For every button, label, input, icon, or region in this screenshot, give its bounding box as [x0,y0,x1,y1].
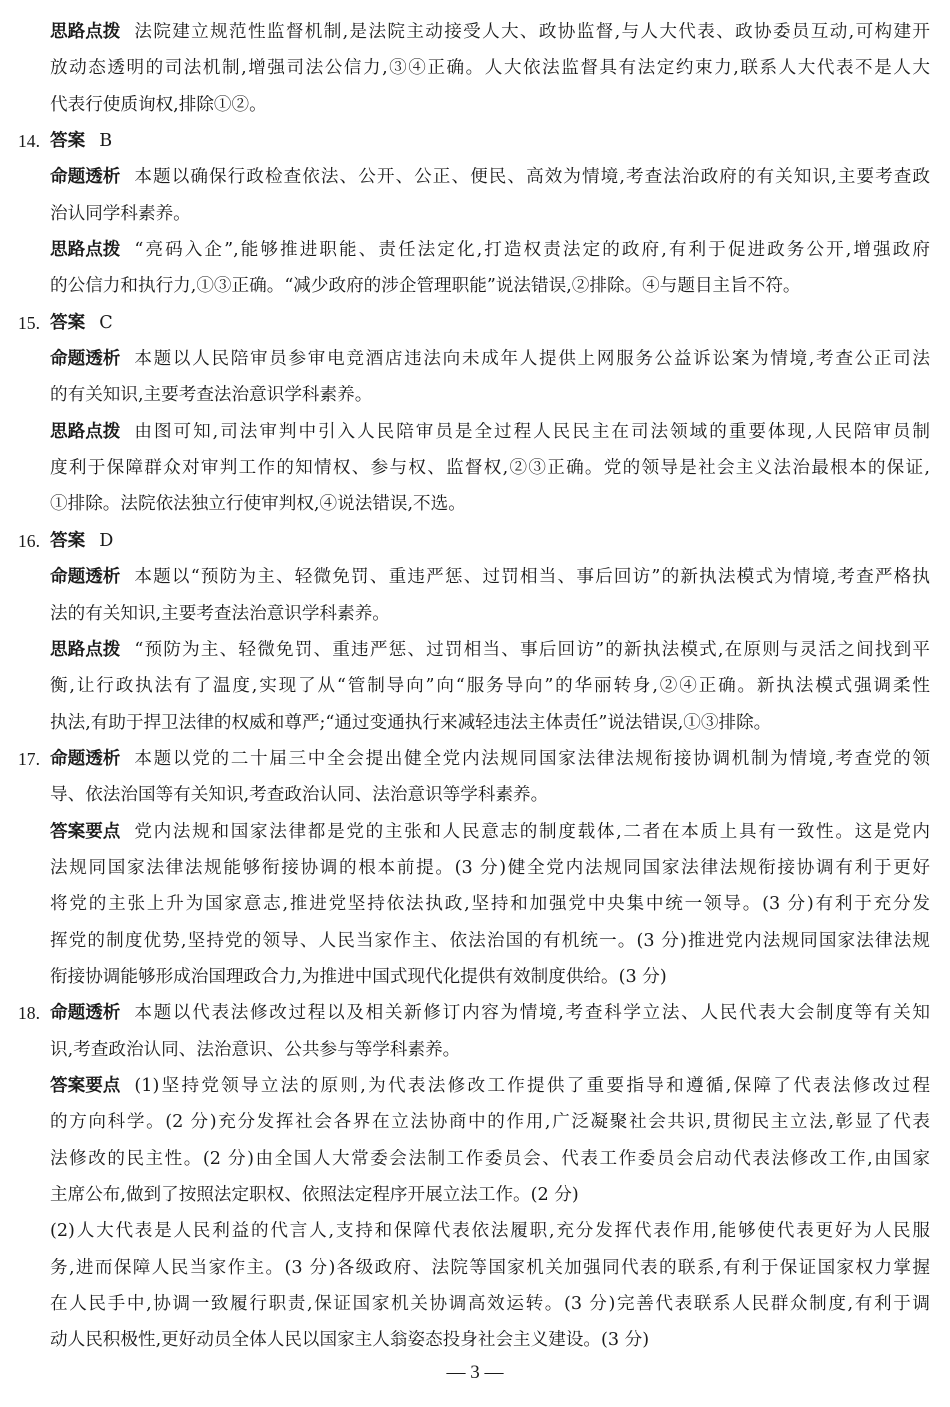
text-line [0,305,930,341]
paragraph-text: 识,考查政治认同、法治意识、公共参与等学科素养。 [50,1039,461,1060]
paragraph-text: (1)坚持党领导立法的原则,为代表法修改工作提供了重要指导和遵循,保障了代表法修改过程 [134,1075,930,1096]
paragraph-text: 的公信力和执行力,①③正确。“减少政府的涉企管理职能”说法错误,②排除。④与题目主旨不符。 [50,276,801,297]
text-line [0,923,930,959]
paragraph-text: 法院建立规范性监督机制,是法院主动接受人大、政协监督,与人大代表、政协委员互动,可构建开 [134,22,930,42]
page-number: — 3 — [446,1362,504,1383]
text-line [0,1213,930,1249]
text-line [0,87,930,123]
paragraph-text: 党内法规和国家法律都是党的主张和人民意志的制度载体,二者在本质上具有一致性。这是党内 [134,821,930,842]
paragraph-text: 本题以确保行政检查依法、公开、公正、便民、高效为情境,考查法治政府的有关知识,主要考查政 [134,167,930,188]
text-line [0,1286,930,1322]
paragraph-text: C [99,312,113,333]
text-line [0,850,930,886]
text-line [0,486,930,522]
text-line [0,414,930,450]
text-line [0,668,930,704]
text-line [0,1322,930,1358]
text-line [0,777,930,813]
paragraph-text: 主席公布,做到了按照法定职权、依照法定程序开展立法工作。(2 分) [50,1185,579,1205]
text-line [0,159,930,195]
text-line [0,450,930,486]
paragraph-text: 代表行使质询权,排除①②。 [50,94,267,115]
paragraph-text: (2)人大代表是人民利益的代言人,支持和保障代表依法履职,充分发挥代表作用,能够使代表更好为人民服 [50,1221,930,1242]
text-line [0,995,930,1031]
text-line [0,268,930,304]
paragraph-text: 衡,让行政执法有了温度,实现了从“管制导向”向“服务导向”的华丽转身,②④正确。新执法模式强调柔性 [50,676,930,697]
text-line [0,596,930,632]
answer-document [0,14,950,1359]
paragraph-text: “亮码入企”,能够推进职能、责任法定化,打造权责法定的政府,有利于促进政务公开,增强政府 [134,240,930,261]
paragraph-text: ①排除。法院依法独立行使审判权,④说法错误,不选。 [50,494,466,515]
text-line [0,14,930,50]
paragraph-text: 的有关知识,主要考查法治意识学科素养。 [50,385,373,406]
text-line [0,1032,930,1068]
section-label: 答案 [50,530,86,551]
paragraph-text: 执法,有助于捍卫法律的权威和尊严;“通过变通执行来减轻违法主体责任”说法错误,①③排除。 [50,712,772,733]
section-label: 命题透析 [50,349,121,370]
section-label: 思路点拨 [50,22,121,42]
text-line [0,1250,930,1286]
paragraph-text: 法修改的民主性。(2 分)由全国人大常委会法制工作委员会、代表工作委员会启动代表法修改工作,由国家 [50,1148,930,1169]
question-number: 18. [18,1003,40,1024]
paragraph-text: 本题以“预防为主、轻微免罚、重违严惩、过罚相当、事后回访”的新执法模式为情境,考查严格执 [134,567,930,588]
paragraph-text: 导、依法治国等有关知识,考查政治认同、法治意识等学科素养。 [50,785,549,806]
text-line [0,196,930,232]
paragraph-text: 放动态透明的司法机制,增强司法公信力,③④正确。人大依法监督具有法定约束力,联系人大代表不是人大 [50,58,930,79]
paragraph-text: 本题以党的二十届三中全会提出健全党内法规同国家法律法规衔接协调机制为情境,考查党的领 [134,748,930,769]
section-label: 命题透析 [50,748,121,769]
text-line [0,123,930,159]
paragraph-text: 务,进而保障人民当家作主。(3 分)各级政府、法院等国家机关加强同代表的联系,有利于保证国家权力掌握 [50,1257,930,1278]
paragraph-text: D [99,530,114,551]
paragraph-text: “预防为主、轻微免罚、重违严惩、过罚相当、事后回访”的新执法模式,在原则与灵活之间找到平 [134,639,930,660]
text-line [0,1068,930,1104]
text-line [0,705,930,741]
paragraph-text: B [99,131,113,152]
section-label: 答案 [50,312,86,333]
text-line [0,886,930,922]
section-label: 思路点拨 [50,240,121,261]
text-line [0,1177,930,1213]
question-number: 15. [18,312,40,333]
text-line [0,959,930,995]
text-line [0,814,930,850]
section-label: 思路点拨 [50,639,121,660]
paragraph-text: 本题以人民陪审员参审电竞酒店违法向未成年人提供上网服务公益诉讼案为情境,考查公正司法 [134,349,930,370]
paragraph-text: 动人民积极性,更好动员全体人民以国家主人翁姿态投身社会主义建设。(3 分) [50,1330,650,1351]
section-label: 命题透析 [50,1003,121,1024]
text-line [0,232,930,268]
paragraph-text: 度利于保障群众对审判工作的知情权、参与权、监督权,②③正确。党的领导是社会主义法治最根本的保证, [50,458,930,479]
paragraph-text: 将党的主张上升为国家意志,推进党坚持依法执政,坚持和加强党中央集中统一领导。(3 分)有利于充分发 [50,894,930,915]
question-number: 16. [18,530,40,551]
paragraph-text: 法的有关知识,主要考查法治意识学科素养。 [50,603,390,624]
question-number: 17. [18,748,40,769]
text-line [0,341,930,377]
paragraph-text: 在人民手中,协调一致履行职责,保证国家机关协调高效运转。(3 分)完善代表联系人民群众制度,有利于调 [50,1294,930,1315]
section-label: 答案 [50,131,86,152]
section-label: 命题透析 [50,567,121,588]
paragraph-text: 法规同国家法律法规能够衔接协调的根本前提。(3 分)健全党内法规同国家法律法规衔接协调有利于更好 [50,857,930,878]
text-line [0,50,930,86]
question-number: 14. [18,131,40,152]
text-line [0,632,930,668]
paragraph-text: 的方向科学。(2 分)充分发挥社会各界在立法协商中的作用,广泛凝聚社会共识,贯彻民主立法,彰显了代表 [50,1112,930,1133]
text-line [0,1141,930,1177]
section-label: 命题透析 [50,167,121,188]
section-label: 答案要点 [50,1075,121,1096]
section-label: 思路点拨 [50,421,121,442]
text-line [0,1104,930,1140]
paragraph-text: 由图可知,司法审判中引入人民陪审员是全过程人民民主在司法领域的重要体现,人民陪审员制 [134,421,930,442]
paragraph-text: 治认同学科素养。 [50,203,191,224]
paragraph-text: 衔接协调能够形成治国理政合力,为推进中国式现代化提供有效制度供给。(3 分) [50,966,667,987]
paragraph-text: 挥党的制度优势,坚持党的领导、人民当家作主、依法治国的有机统一。(3 分)推进党内法规同国家法律法规 [50,930,930,951]
text-line [0,523,930,559]
text-line [0,741,930,777]
text-line [0,559,930,595]
paragraph-text: 本题以代表法修改过程以及相关新修订内容为情境,考查科学立法、人民代表大会制度等有关知 [134,1003,930,1024]
section-label: 答案要点 [50,821,121,842]
text-line [0,377,930,413]
